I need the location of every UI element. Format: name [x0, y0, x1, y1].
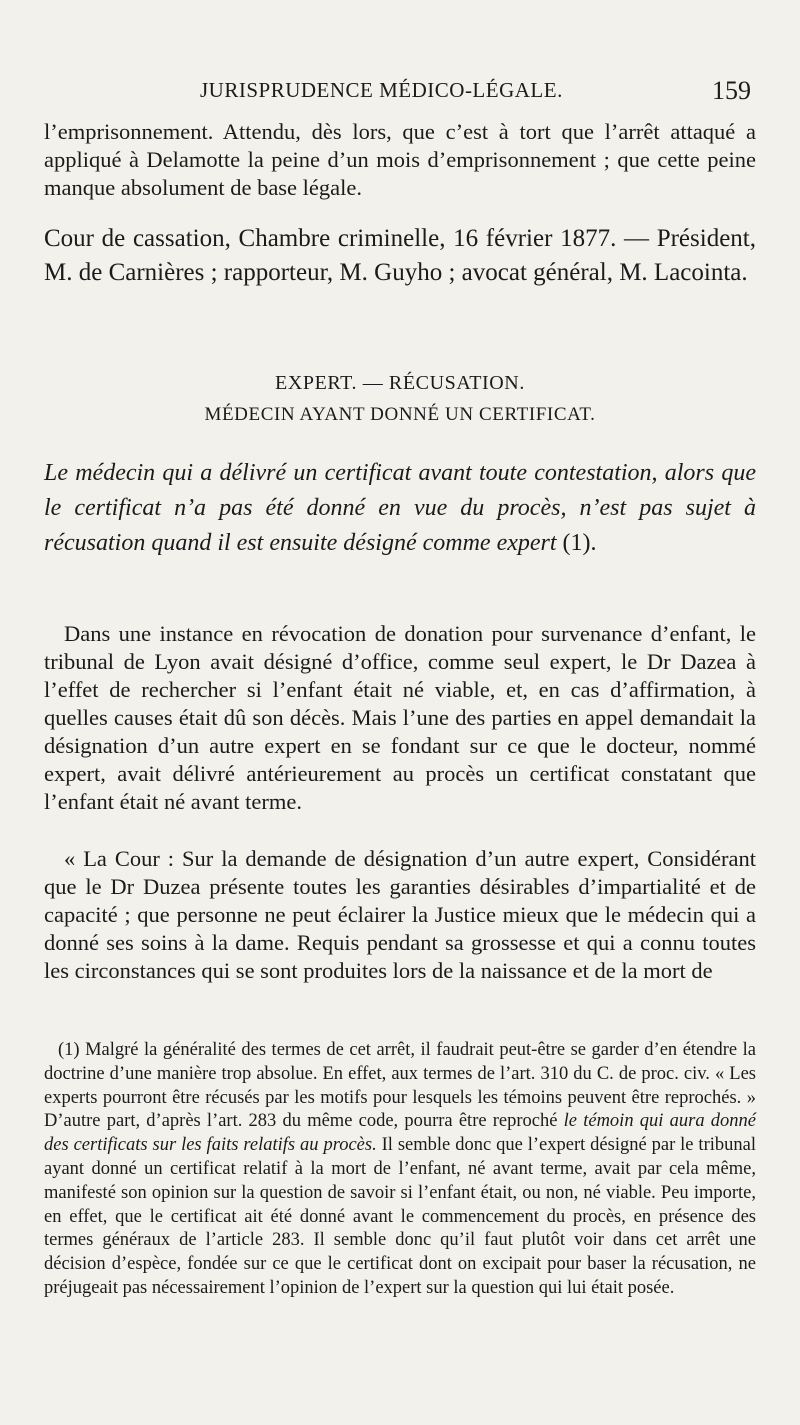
footnote-text-2: Il semble donc que l’expert désigné par le tribunal ayant donné un certificat relatif à la mort de l’enfant, né avant terme, avait par cela même, manifesté son opinion sur la question de savoir si l’enfant était, ou non, né viable. Peu importe, en effet, que le certificat ait été donné avant le commencement du procès, en présence des termes généraux de l’article 283. Il semble donc qu’il faut plutôt voir dans cet arrêt une décision d’espèce, fondée sur ce que le certificat dont on excipait pour baser la récusation, ne préjugeait pas nécessairement l’opinion de l’expert sur la question qui lui était posée.: [44, 1135, 756, 1298]
footnote: [44, 1039, 756, 1301]
section-heading: EXPERT. — RÉCUSATION.: [275, 372, 525, 394]
footnote-italic-text: le témoin qui aura donné des certificats sur les faits relatifs au procès.: [44, 1111, 756, 1156]
section-subheading: MÉDECIN AYANT DONNÉ UN CERTIFICAT.: [204, 404, 596, 425]
footnote-reference: (1).: [562, 530, 597, 556]
court-reference-paragraph: Cour de cassation, Chambre criminelle, 16 février 1877. — Président, M. de Carnières ; rapporteur, M. Guyho ; avocat général, M. Lacointa.: [44, 225, 756, 286]
continuation-paragraph: l’emprisonnement. Attendu, dès lors, que c’est à tort que l’arrêt attaqué a appliqué à Delamotte la peine d’un mois d’emprisonnement ; que cette peine manque absolument de base légale.: [44, 119, 756, 200]
page-header: [0, 76, 800, 110]
page-number: 159: [712, 76, 751, 105]
body-paragraph-2: « La Cour : Sur la demande de désignation d’un autre expert, Considérant que le Dr Duzea présente toutes les garanties désirables d’impartialité et de capacité ; que personne ne peut éclairer la Justice mieux que le médecin qui a donné ses soins à la dame. Requis pendant sa grossesse et qui a connu toutes les circonstances qui se sont produites lors de la naissance et de la mort de: [44, 846, 756, 983]
body-paragraph-1: Dans une instance en révocation de donation pour survenance d’enfant, le tribunal de Lyon avait désigné d’office, comme seul expert, le Dr Dazea à l’effet de rechercher si l’enfant était né viable, et, en cas d’affirmation, à quelles causes était dû son décès. Mais l’une des parties en appel demandait la désignation d’un autre expert en se fondant sur ce que le docteur, nommé expert, avait délivré antérieurement au procès un certificat constatant que l’enfant était né avant terme.: [44, 621, 756, 814]
footnote-text-1: (1) Malgré la généralité des termes de cet arrêt, il faudrait peut-être se garder d’en étendre la doctrine d’une manière trop absolue. En effet, aux termes de l’art. 310 du C. de proc. civ. « Les experts pourront être récusés par les motifs pour lesquels les témoins peuvent être reprochés. » D’autre part, d’après l’art. 283 du même code, pourra être reproché: [44, 1040, 756, 1132]
case-summary-text: Le médecin qui a délivré un certificat avant toute contestation, alors que le certificat n’a pas été donné en vue du procès, n’est pas sujet à récusation quand il est ensuite désigné comme expert: [44, 460, 756, 556]
case-summary: [44, 456, 756, 561]
running-title: JURISPRUDENCE MÉDICO-LÉGALE.: [200, 78, 563, 102]
